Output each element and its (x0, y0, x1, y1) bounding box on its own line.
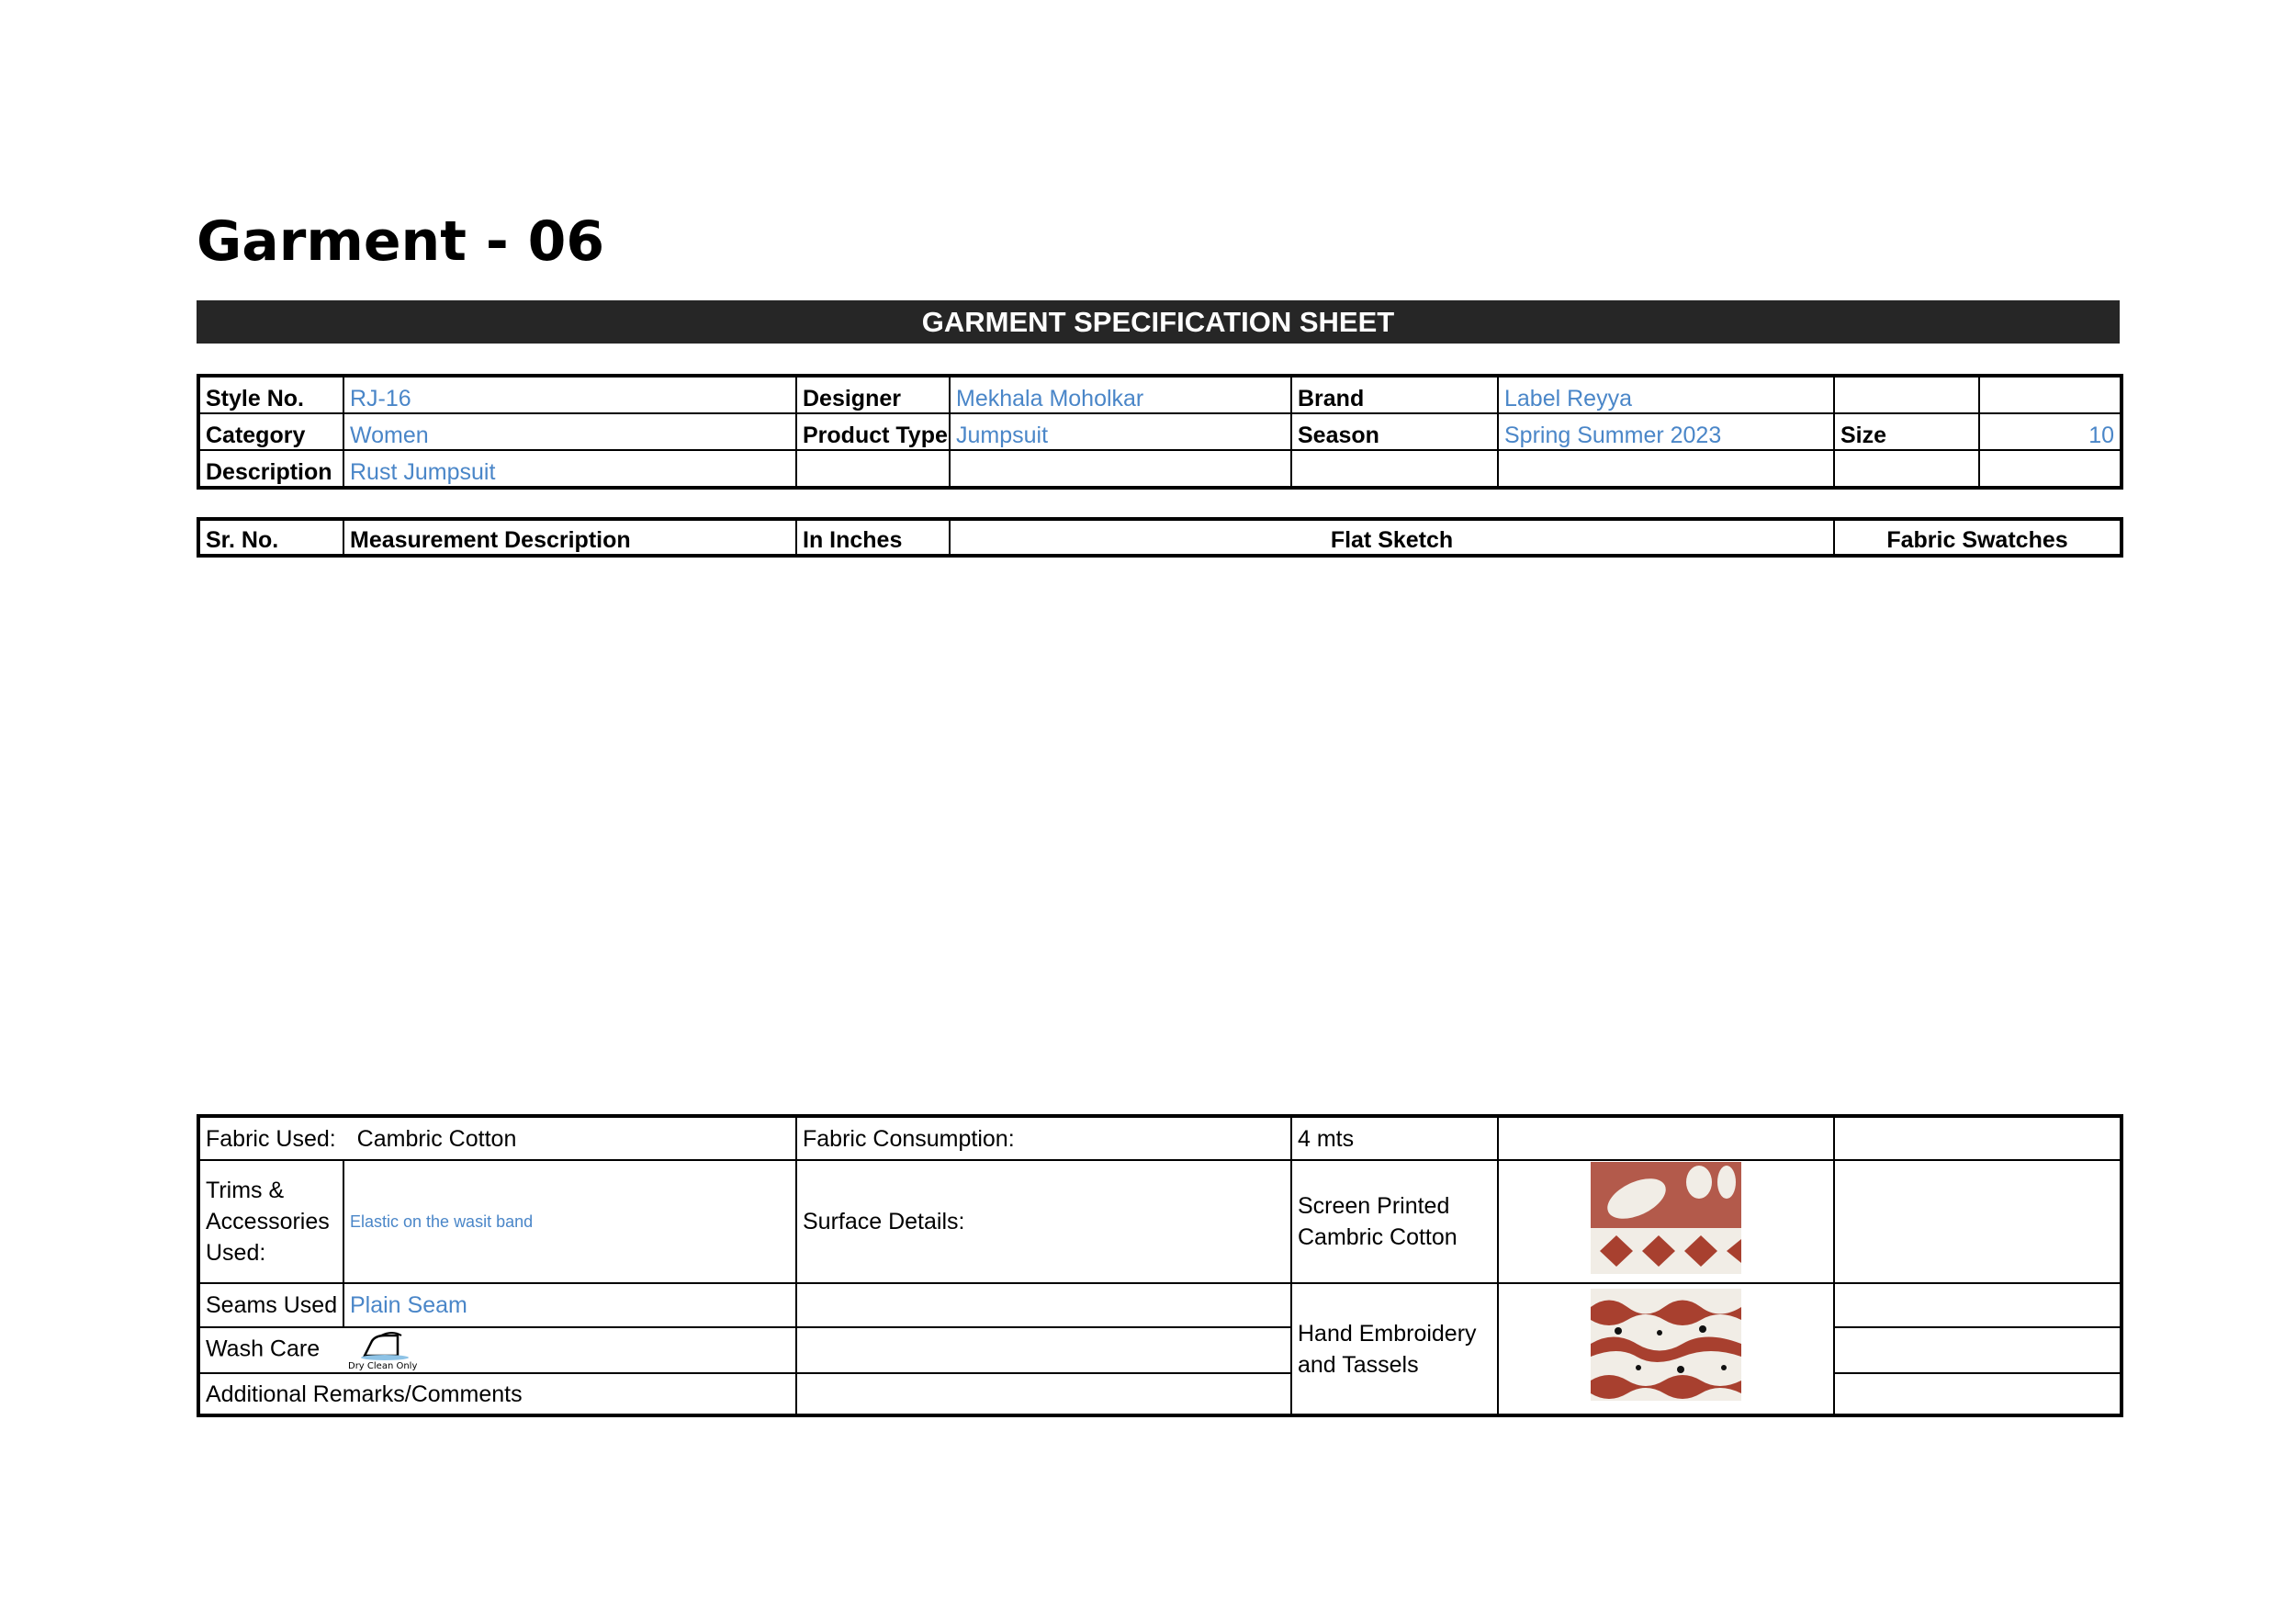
surface-detail-2: Hand Embroidery and Tassels (1291, 1283, 1498, 1415)
wash-care-label: Wash Care (206, 1336, 321, 1362)
details-table (197, 1114, 2123, 1417)
empty-cell (796, 1373, 1291, 1415)
surface-details-label: Surface Details: (796, 1160, 1291, 1283)
empty-cell (1834, 1283, 2122, 1327)
empty-cell (1498, 450, 1834, 488)
brand-label: Brand (1291, 376, 1498, 413)
season-value: Spring Summer 2023 (1498, 413, 1834, 450)
size-value: 10 (1979, 413, 2122, 450)
product-type-label: Product Type (796, 413, 950, 450)
category-value: Women (343, 413, 796, 450)
fabric-consumption-label: Fabric Consumption: (796, 1116, 1291, 1160)
size-label: Size (1834, 413, 1979, 450)
empty-cell (1498, 1116, 1834, 1160)
brand-value: Label Reyya (1498, 376, 1834, 413)
style-no-label: Style No. (198, 376, 343, 413)
trims-value: Elastic on the wasit band (343, 1160, 796, 1283)
empty-cell (1834, 1373, 2122, 1415)
product-type-value: Jumpsuit (950, 413, 1291, 450)
empty-cell (796, 1327, 1291, 1373)
empty-cell (1834, 376, 1979, 413)
empty-cell (950, 450, 1291, 488)
empty-cell (1979, 450, 2122, 488)
in-inches-header: In Inches (796, 519, 950, 556)
swatch-screen-printed-cell (1498, 1160, 1834, 1283)
empty-cell (1834, 1116, 2122, 1160)
sheet-title-bar: GARMENT SPECIFICATION SHEET (197, 300, 2120, 344)
empty-cell (1979, 376, 2122, 413)
seams-value: Plain Seam (343, 1283, 796, 1327)
empty-cell (796, 1283, 1291, 1327)
designer-value: Mekhala Moholkar (950, 376, 1291, 413)
fabric-used-row (198, 1116, 796, 1160)
description-label: Description (198, 450, 343, 488)
fabric-used-value: Cambric Cotton (356, 1125, 517, 1152)
measurement-description-header: Measurement Description (343, 519, 796, 556)
fabric-consumption-value: 4 mts (1291, 1116, 1498, 1160)
season-label: Season (1291, 413, 1498, 450)
remarks-label: Additional Remarks/Comments (198, 1373, 796, 1415)
flat-sketch-header: Flat Sketch (950, 519, 1834, 556)
measurement-table (197, 517, 2123, 558)
description-value: Rust Jumpsuit (343, 450, 796, 488)
embroidery-swatch-image (1591, 1289, 1741, 1401)
empty-cell (1834, 450, 1979, 488)
fabric-used-label: Fabric Used: (206, 1125, 336, 1152)
swatch-embroidery-cell (1498, 1283, 1834, 1415)
style-info-table (197, 374, 2123, 490)
style-no-value: RJ-16 (343, 376, 796, 413)
empty-cell (1834, 1327, 2122, 1373)
empty-cell (1291, 450, 1498, 488)
surface-detail-1: Screen Printed Cambric Cotton (1291, 1160, 1498, 1283)
fabric-swatches-header: Fabric Swatches (1834, 519, 2122, 556)
page-title: Garment - 06 (197, 209, 605, 274)
empty-cell (796, 450, 950, 488)
seams-label: Seams Used (198, 1283, 343, 1327)
screen-print-swatch-image (1591, 1162, 1741, 1274)
designer-label: Designer (796, 376, 950, 413)
sr-no-header: Sr. No. (198, 519, 343, 556)
dry-clean-iron-icon (344, 1328, 436, 1372)
trims-label: Trims & Accessories Used: (198, 1160, 343, 1283)
category-label: Category (198, 413, 343, 450)
dry-clean-text: Dry Clean Only (348, 1361, 418, 1371)
wash-care-row (198, 1327, 796, 1373)
empty-cell (1834, 1160, 2122, 1283)
